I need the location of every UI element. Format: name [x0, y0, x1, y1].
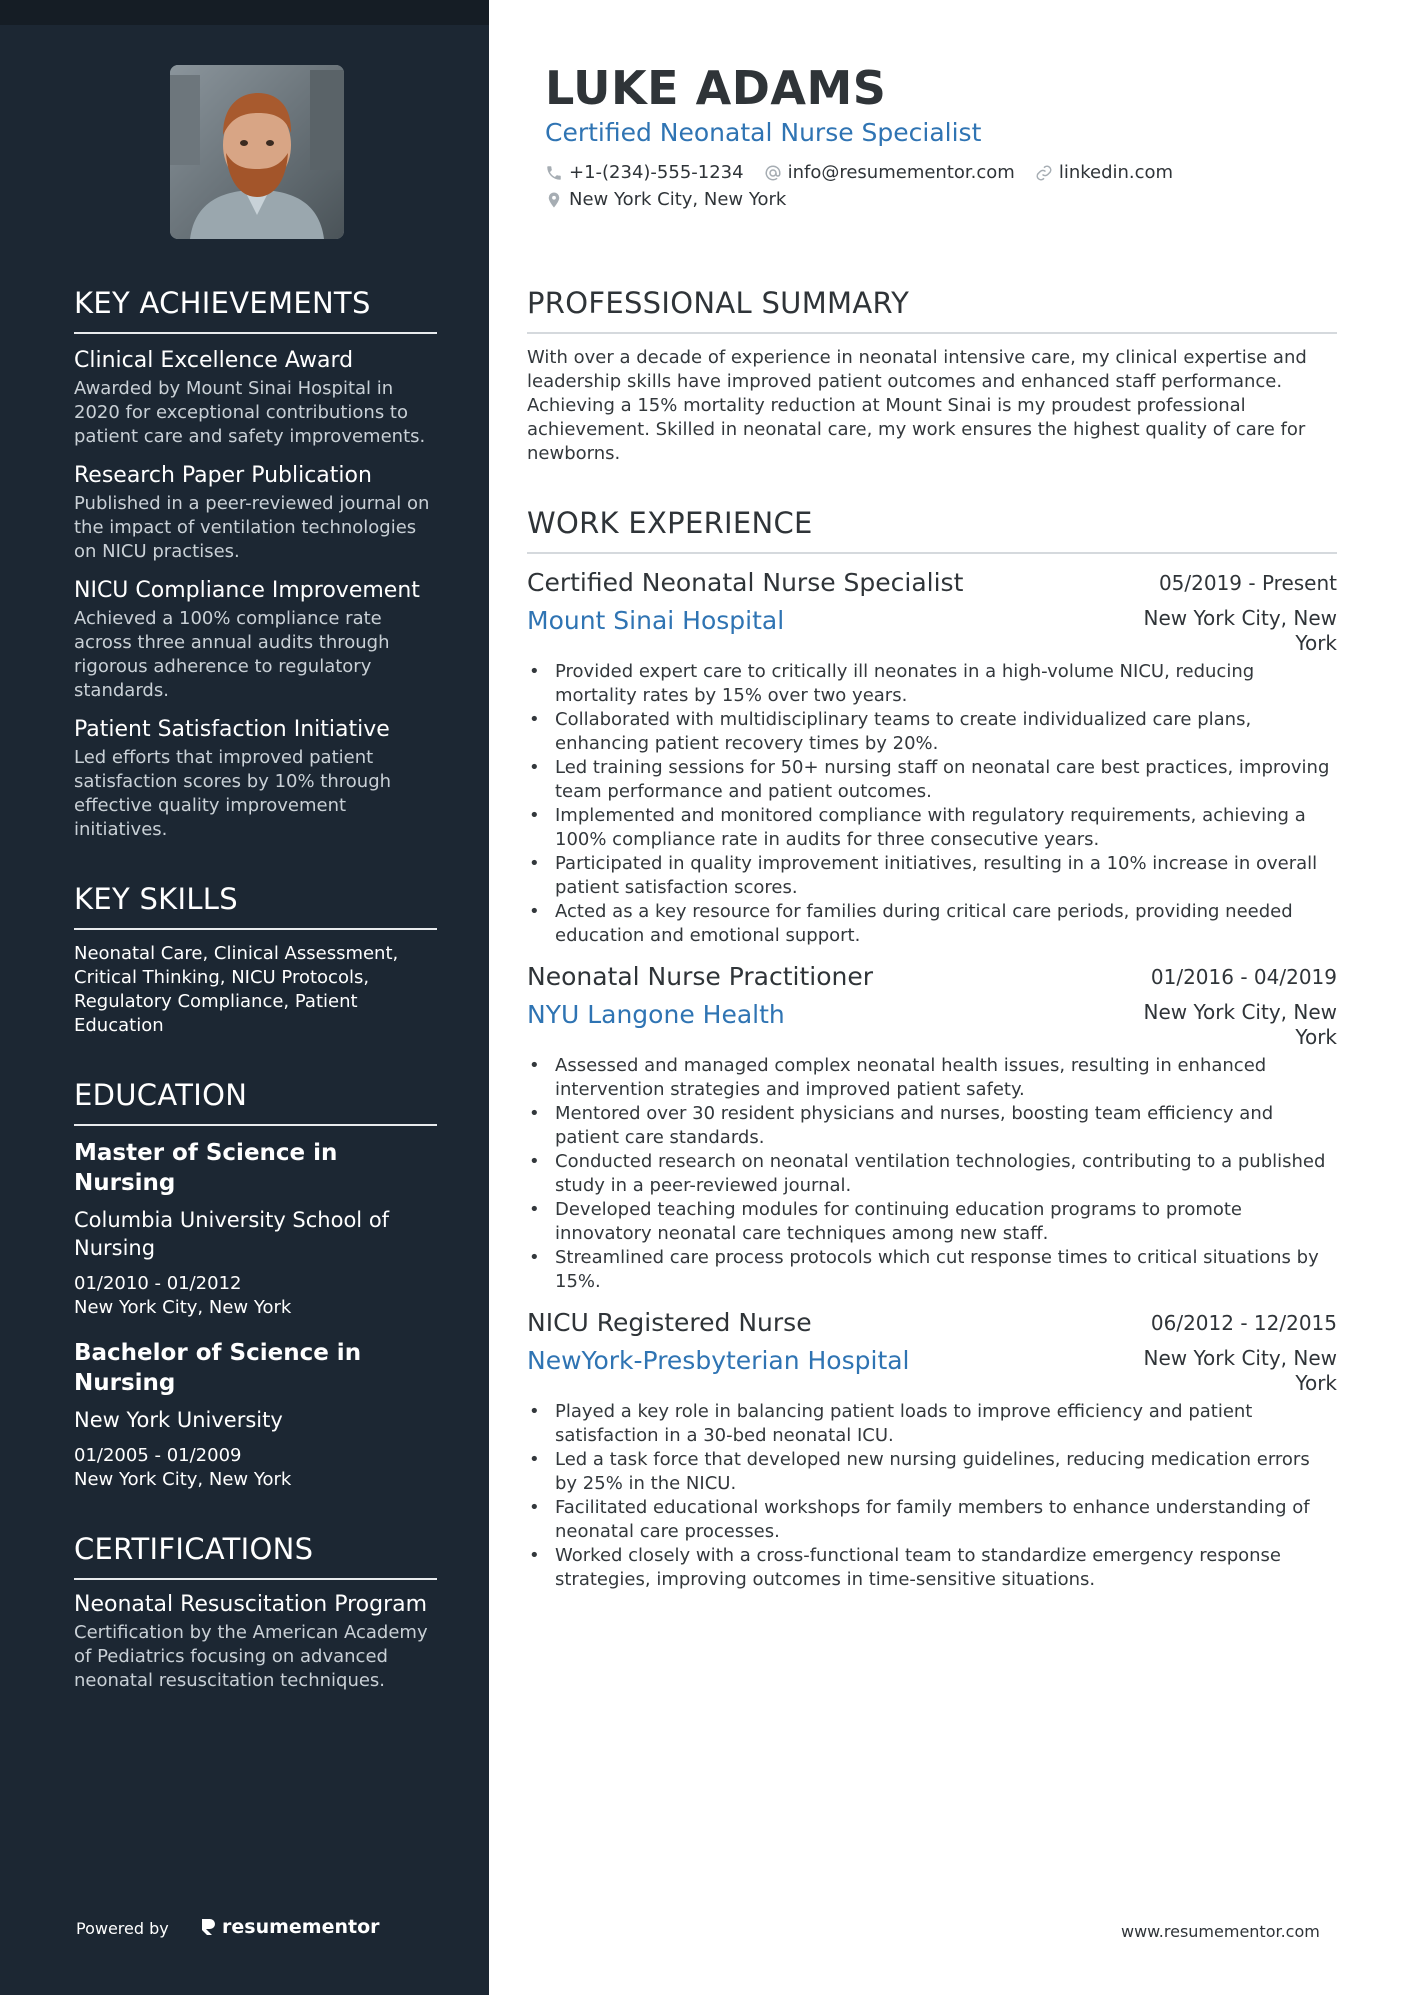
education-dates: 01/2005 - 01/2009 [74, 1445, 242, 1466]
certification-title: Neonatal Resuscitation Program [74, 1592, 428, 1617]
job-title: NICU Registered Nurse [527, 1308, 812, 1337]
achievement-desc: Achieved a 100% compliance rate across three annual audits through rigorous adherence to regulatory standards. [74, 608, 390, 701]
link-icon [1035, 164, 1053, 182]
certification-desc: Certification by the American Academy of Pediatrics focusing on advanced neonatal resuscitation techniques. [74, 1622, 428, 1691]
skills-list: Neonatal Care, Clinical Assessment, Critical Thinking, NICU Protocols, Regulatory Compliance, Patient Education [74, 943, 399, 1036]
education-school: Columbia University School of Nursing [74, 1208, 390, 1260]
professional-summary-title: PROFESSIONAL SUMMARY [527, 286, 1337, 334]
job-company-row [527, 996, 1337, 1050]
job-bullet: • Provided expert care to critically ill neonates in a high-volume NICU, reducing mortality rates by 15% over two years. [527, 660, 1337, 708]
main-content [527, 286, 1337, 1600]
achievement-desc: Led efforts that improved patient satisfaction scores by 10% through effective quality improvement initiatives. [74, 747, 392, 840]
contact-linkedin[interactable] [1035, 159, 1173, 186]
candidate-name: LUKE ADAMS [545, 61, 887, 115]
job-entry [527, 564, 1337, 948]
job-dates: 01/2016 - 04/2019 [1150, 965, 1337, 989]
certification-item [74, 1592, 437, 1693]
job-bullet: • Assessed and managed complex neonatal health issues, resulting in enhanced intervention strategies and improved patient safety. [527, 1054, 1337, 1102]
professional-summary-text: With over a decade of experience in neonatal intensive care, my clinical expertise and leadership skills have improved patient outcomes and enhanced staff performance. Achieving a 15% mortality reduction at Mount Sinai is my proudest professional achievement. Skilled in neonatal care, my work ensures the highest quality of care for newborns. [527, 347, 1307, 464]
achievement-item [74, 717, 437, 842]
contact-location [545, 186, 786, 213]
job-bullet: • Led training sessions for 50+ nursing staff on neonatal care best practices, improving team performance and patient outcomes. [527, 756, 1337, 804]
job-bullets [527, 1400, 1337, 1592]
contact-row [545, 159, 1335, 186]
work-experience-title: WORK EXPERIENCE [527, 506, 1337, 554]
job-title: Certified Neonatal Nurse Specialist [527, 568, 964, 597]
education-location: New York City, New York [74, 1297, 292, 1318]
key-skills-title: KEY SKILLS [74, 882, 437, 930]
education-degree: Bachelor of Science in Nursing [74, 1340, 362, 1396]
achievement-title: Patient Satisfaction Initiative [74, 717, 390, 742]
job-location: New York City, New York [1143, 1000, 1337, 1049]
profile-photo-image [170, 65, 344, 239]
job-bullet: • Collaborated with multidisciplinary teams to create individualized care plans, enhancing patient recovery times by 20%. [527, 708, 1337, 756]
location-pin-icon [545, 191, 563, 209]
achievement-item [74, 463, 437, 564]
education-degree: Master of Science in Nursing [74, 1140, 338, 1196]
job-company: Mount Sinai Hospital [527, 606, 785, 635]
job-bullet: • Facilitated educational workshops for family members to enhance understanding of neonatal care processes. [527, 1496, 1337, 1544]
resumementor-logo-icon [200, 1917, 216, 1937]
job-bullet: • Led a task force that developed new nursing guidelines, reducing medication errors by 25% in the NICU. [527, 1448, 1337, 1496]
certifications-title: CERTIFICATIONS [74, 1532, 437, 1580]
key-achievements-title: KEY ACHIEVEMENTS [74, 286, 437, 334]
brand-logo[interactable] [200, 1916, 380, 1938]
email-text: info@resumementor.com [787, 162, 1015, 183]
achievement-desc: Published in a peer-reviewed journal on the impact of ventilation technologies on NICU practises. [74, 493, 430, 562]
job-company: NYU Langone Health [527, 1000, 785, 1029]
job-location: New York City, New York [1143, 1346, 1337, 1395]
achievement-item [74, 348, 437, 449]
contact-phone[interactable] [545, 159, 744, 186]
linkedin-text: linkedin.com [1058, 162, 1174, 183]
profile-photo [170, 65, 344, 239]
education-section [74, 1078, 437, 1492]
phone-icon [545, 164, 563, 182]
job-title: Neonatal Nurse Practitioner [527, 962, 874, 991]
job-bullet: • Mentored over 30 resident physicians and nurses, boosting team efficiency and patient care standards. [527, 1102, 1337, 1150]
job-company-row [527, 602, 1337, 656]
location-text: New York City, New York [569, 189, 787, 210]
job-bullet: • Worked closely with a cross-functional team to standardize emergency response strategies, improving outcomes in time-sensitive situations. [527, 1544, 1337, 1592]
phone-text: +1-(234)-555-1234 [569, 162, 744, 183]
education-school: New York University [74, 1408, 283, 1432]
certifications-section [74, 1532, 437, 1693]
achievement-title: NICU Compliance Improvement [74, 578, 420, 603]
job-bullet: • Acted as a key resource for families during critical care periods, providing needed education and emotional support. [527, 900, 1337, 948]
job-location: New York City, New York [1143, 606, 1337, 655]
at-icon [764, 164, 782, 182]
education-item [74, 1138, 437, 1320]
achievement-desc: Awarded by Mount Sinai Hospital in 2020 for exceptional contributions to patient care and safety improvements. [74, 378, 426, 447]
job-dates: 05/2019 - Present [1158, 571, 1337, 595]
education-location: New York City, New York [74, 1469, 292, 1490]
job-entry [527, 958, 1337, 1294]
job-bullet: • Played a key role in balancing patient loads to improve efficiency and patient satisfaction in a 30-bed neonatal ICU. [527, 1400, 1337, 1448]
job-bullets [527, 660, 1337, 948]
job-bullet: • Implemented and monitored compliance with regulatory requirements, achieving a 100% compliance rate in audits for three consecutive years. [527, 804, 1337, 852]
education-dates: 01/2010 - 01/2012 [74, 1273, 242, 1294]
job-bullet: • Streamlined care process protocols which cut response times to critical situations by 15%. [527, 1246, 1337, 1294]
powered-by-label: Powered by [76, 1919, 169, 1938]
job-company-row [527, 1342, 1337, 1396]
sidebar [0, 0, 489, 1995]
resume-header [545, 60, 1335, 213]
job-bullets [527, 1054, 1337, 1294]
brand-name: resumementor [222, 1916, 380, 1938]
key-achievements-section [74, 286, 437, 842]
sidebar-content [74, 286, 437, 1733]
job-entry [527, 1304, 1337, 1592]
candidate-title: Certified Neonatal Nurse Specialist [545, 118, 982, 147]
education-title: EDUCATION [74, 1078, 437, 1126]
job-bullet: • Developed teaching modules for continuing education programs to promote innovatory neonatal care techniques among new staff. [527, 1198, 1337, 1246]
job-title-row [527, 1304, 1337, 1342]
job-dates: 06/2012 - 12/2015 [1150, 1311, 1337, 1335]
footer-website-link[interactable]: www.resumementor.com [1121, 1922, 1320, 1941]
contact-email[interactable] [764, 159, 1015, 186]
sidebar-top-bar [0, 0, 489, 25]
achievement-title: Clinical Excellence Award [74, 348, 354, 373]
job-bullet: • Participated in quality improvement initiatives, resulting in a 10% increase in overall patient satisfaction scores. [527, 852, 1337, 900]
education-item [74, 1338, 437, 1492]
job-bullet: • Conducted research on neonatal ventilation technologies, contributing to a published study in a peer-reviewed journal. [527, 1150, 1337, 1198]
job-company: NewYork-Presbyterian Hospital [527, 1346, 910, 1375]
job-title-row [527, 564, 1337, 602]
job-title-row [527, 958, 1337, 996]
achievement-item [74, 578, 437, 703]
achievement-title: Research Paper Publication [74, 463, 372, 488]
contact-row-location [545, 186, 1335, 213]
key-skills-section [74, 882, 437, 1038]
